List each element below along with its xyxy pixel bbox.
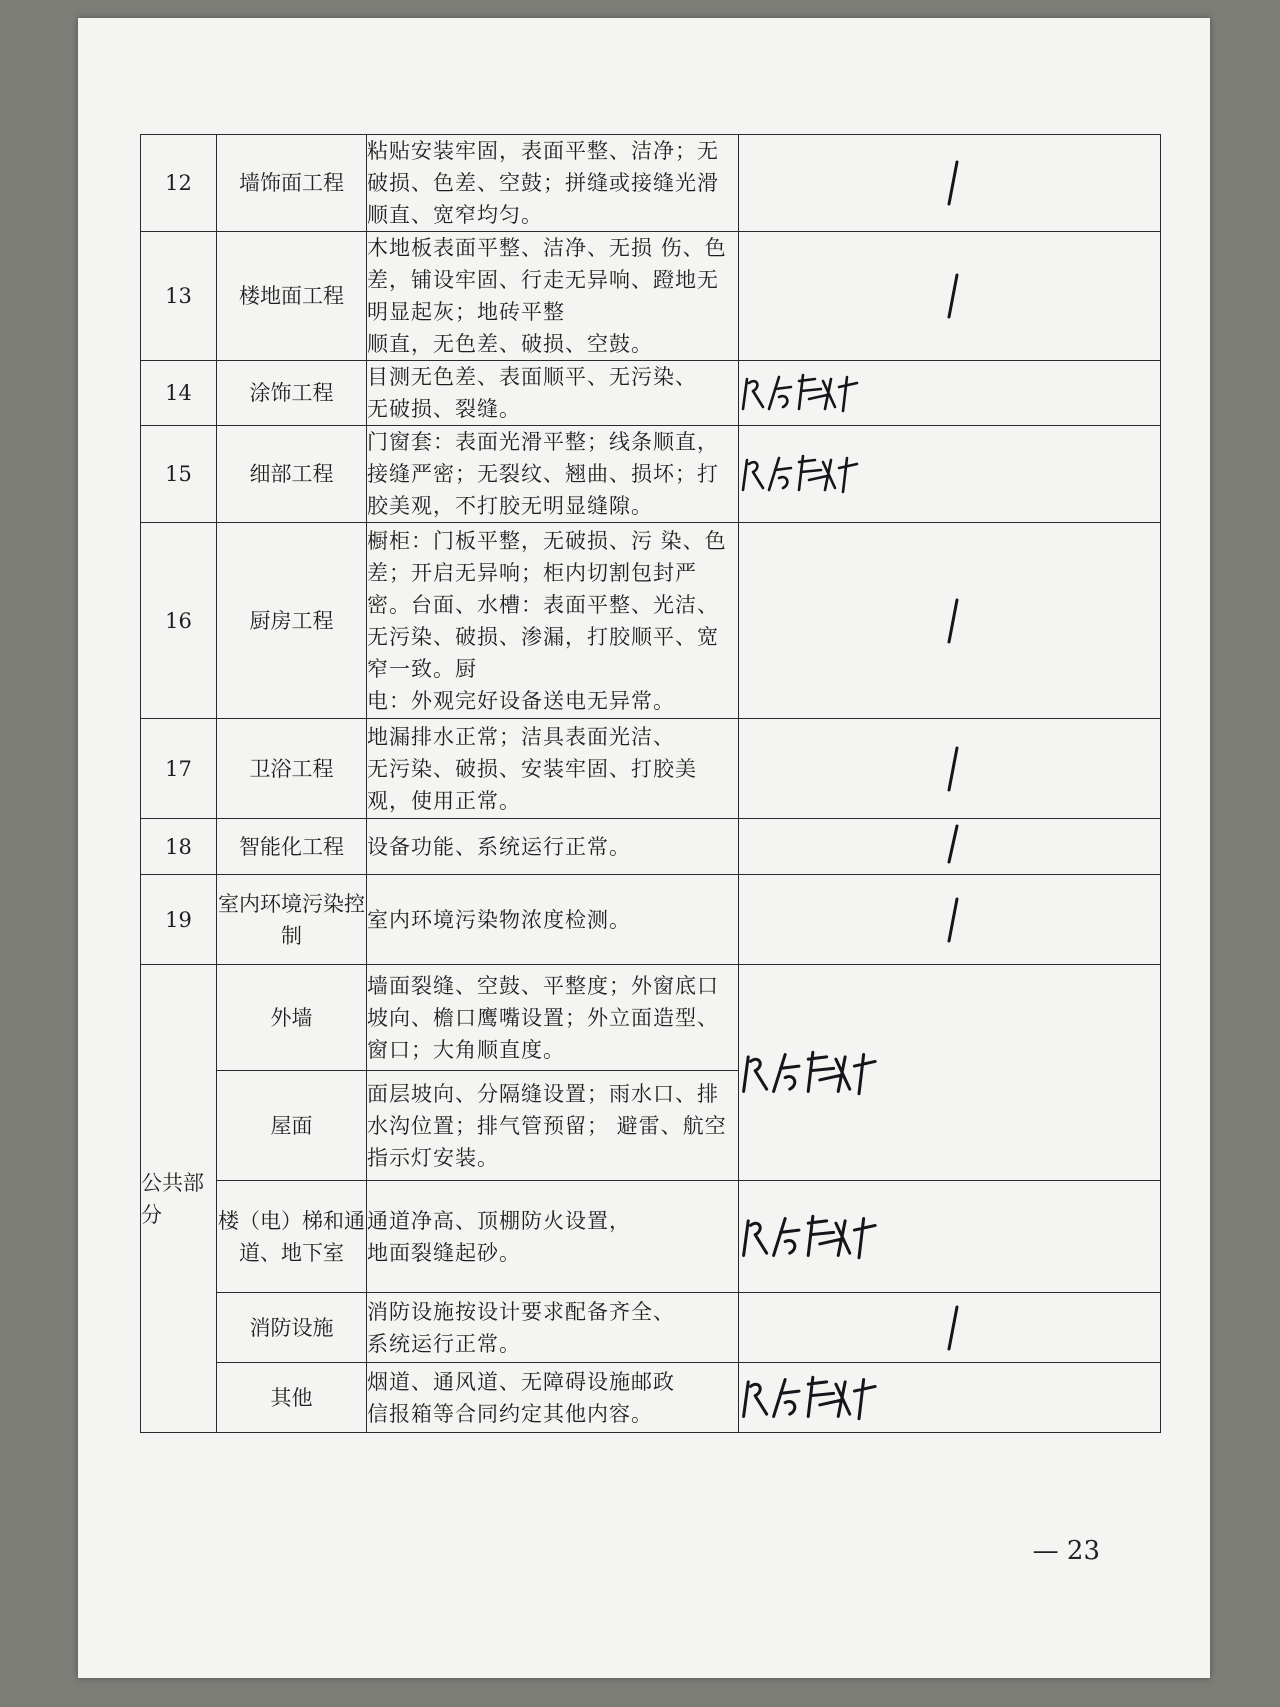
standard-line: 密。台面、水槽：表面平整、光洁、 xyxy=(367,592,719,617)
standard-text xyxy=(367,232,739,361)
item-name: 墙饰面工程 xyxy=(217,135,367,232)
standard-line: 观，使用正常。 xyxy=(367,788,521,813)
table-row xyxy=(141,232,1161,361)
standard-text xyxy=(367,819,739,875)
row-number: 13 xyxy=(141,232,217,361)
result-cell xyxy=(739,875,1161,965)
result-cell xyxy=(739,361,1161,426)
table-row xyxy=(141,1363,1161,1433)
table-row xyxy=(141,135,1161,232)
standard-line: 地漏排水正常；洁具表面光洁、 xyxy=(367,724,675,749)
standard-line: 顺直、宽窄均匀。 xyxy=(367,203,543,227)
standard-line: 接缝严密；无裂纹、翘曲、损坏；打 xyxy=(367,462,719,486)
row-number: 17 xyxy=(141,719,217,819)
handwritten-signature xyxy=(739,1368,1160,1428)
table-row xyxy=(141,1181,1161,1293)
page-number: — 23 xyxy=(1032,1536,1100,1566)
standard-text xyxy=(367,1293,739,1363)
handwritten-slash-mark xyxy=(946,824,954,870)
table-row xyxy=(141,426,1161,523)
handwritten-slash-mark xyxy=(946,1305,954,1351)
standard-line: 橱柜：门板平整，无破损、污 染、色 xyxy=(367,528,727,553)
standard-text xyxy=(367,135,739,232)
standard-line: 破损、色差、空鼓；拼缝或接缝光滑 xyxy=(367,171,719,195)
result-cell xyxy=(739,426,1161,523)
item-name: 屋面 xyxy=(217,1071,367,1181)
standard-line: 无污染、破损、安装牢固、打胶美 xyxy=(367,756,697,781)
row-number: 15 xyxy=(141,426,217,523)
row-number: 14 xyxy=(141,361,217,426)
item-name: 楼（电）梯和通道、地下室 xyxy=(217,1181,367,1293)
result-cell xyxy=(739,819,1161,875)
table-row xyxy=(141,875,1161,965)
result-cell xyxy=(739,135,1161,232)
standard-text xyxy=(367,1363,739,1433)
standard-line: 窄一致。厨 xyxy=(367,656,477,681)
standard-line: 窗口；大角顺直度。 xyxy=(367,1037,565,1062)
handwritten-slash-mark xyxy=(946,160,954,206)
table-row xyxy=(141,523,1161,719)
standard-line: 粘贴安装牢固，表面平整、洁净；无 xyxy=(367,139,719,163)
standard-line: 无破损、裂缝。 xyxy=(367,397,521,421)
standard-text xyxy=(367,361,739,426)
item-name: 室内环境污染控制 xyxy=(217,875,367,965)
result-cell xyxy=(739,719,1161,819)
standard-line: 信报箱等合同约定其他内容。 xyxy=(367,1401,653,1426)
handwritten-slash-mark xyxy=(946,746,954,792)
standard-line: 无污染、破损、渗漏，打胶顺平、宽 xyxy=(367,624,719,649)
standard-line: 设备功能、系统运行正常。 xyxy=(367,834,631,859)
inspection-table-wrap xyxy=(140,134,1160,1433)
standard-text xyxy=(367,1181,739,1293)
standard-line: 指示灯安装。 xyxy=(367,1145,499,1170)
result-cell xyxy=(739,1181,1161,1293)
item-name: 涂饰工程 xyxy=(217,361,367,426)
row-number: 18 xyxy=(141,819,217,875)
row-number: 12 xyxy=(141,135,217,232)
item-name: 消防设施 xyxy=(217,1293,367,1363)
standard-text xyxy=(367,719,739,819)
row-number: 19 xyxy=(141,875,217,965)
result-cell xyxy=(739,523,1161,719)
standard-line: 胶美观，不打胶无明显缝隙。 xyxy=(367,494,653,518)
standard-line: 水沟位置；排气管预留； 避雷、航空 xyxy=(367,1113,727,1138)
table-row xyxy=(141,361,1161,426)
handwritten-signature xyxy=(739,1207,1160,1267)
standard-line: 系统运行正常。 xyxy=(367,1331,521,1356)
standard-line: 消防设施按设计要求配备齐全、 xyxy=(367,1299,675,1324)
result-cell xyxy=(739,1363,1161,1433)
table-row xyxy=(141,719,1161,819)
item-name: 其他 xyxy=(217,1363,367,1433)
standard-line: 烟道、通风道、无障碍设施邮政 xyxy=(367,1369,675,1394)
handwritten-signature xyxy=(739,1043,1160,1103)
standard-text xyxy=(367,875,739,965)
standard-line: 差；开启无异响；柜内切割包封严 xyxy=(367,560,697,585)
result-cell xyxy=(739,232,1161,361)
row-number: 16 xyxy=(141,523,217,719)
item-name: 智能化工程 xyxy=(217,819,367,875)
standard-line: 室内环境污染物浓度检测。 xyxy=(367,907,631,932)
handwritten-slash-mark xyxy=(946,273,954,319)
item-name: 卫浴工程 xyxy=(217,719,367,819)
standard-text xyxy=(367,965,739,1071)
standard-line: 顺直，无色差、破损、空鼓。 xyxy=(367,332,653,356)
handwritten-signature xyxy=(739,450,1160,498)
item-name: 外墙 xyxy=(217,965,367,1071)
standard-line: 墙面裂缝、空鼓、平整度；外窗底口 xyxy=(367,973,719,998)
table-row xyxy=(141,1293,1161,1363)
table-row xyxy=(141,965,1161,1071)
standard-text xyxy=(367,523,739,719)
result-cell xyxy=(739,1293,1161,1363)
standard-text xyxy=(367,1071,739,1181)
handwritten-signature xyxy=(739,369,1160,417)
item-name: 细部工程 xyxy=(217,426,367,523)
standard-line: 坡向、檐口鹰嘴设置；外立面造型、 xyxy=(367,1005,719,1030)
standard-line: 电：外观完好设备送电无异常。 xyxy=(367,688,675,713)
document-page xyxy=(78,18,1210,1678)
standard-line: 差，铺设牢固、行走无异响、蹬地无 xyxy=(367,268,719,292)
standard-text xyxy=(367,426,739,523)
standard-line: 目测无色差、表面顺平、无污染、 xyxy=(367,365,697,389)
standard-line: 面层坡向、分隔缝设置；雨水口、排 xyxy=(367,1081,719,1106)
standard-line: 门窗套：表面光滑平整；线条顺直， xyxy=(367,430,719,454)
inspection-table xyxy=(140,134,1161,1433)
handwritten-slash-mark xyxy=(946,598,954,644)
handwritten-slash-mark xyxy=(946,897,954,943)
table-row xyxy=(141,819,1161,875)
item-name: 厨房工程 xyxy=(217,523,367,719)
standard-line: 通道净高、顶棚防火设置， xyxy=(367,1208,631,1233)
standard-line: 木地板表面平整、洁净、无损 伤、色 xyxy=(367,236,727,260)
item-name: 楼地面工程 xyxy=(217,232,367,361)
result-cell xyxy=(739,965,1161,1181)
public-group-label: 公共部分 xyxy=(141,965,217,1433)
standard-line: 地面裂缝起砂。 xyxy=(367,1240,521,1265)
standard-line: 明显起灰；地砖平整 xyxy=(367,300,565,324)
